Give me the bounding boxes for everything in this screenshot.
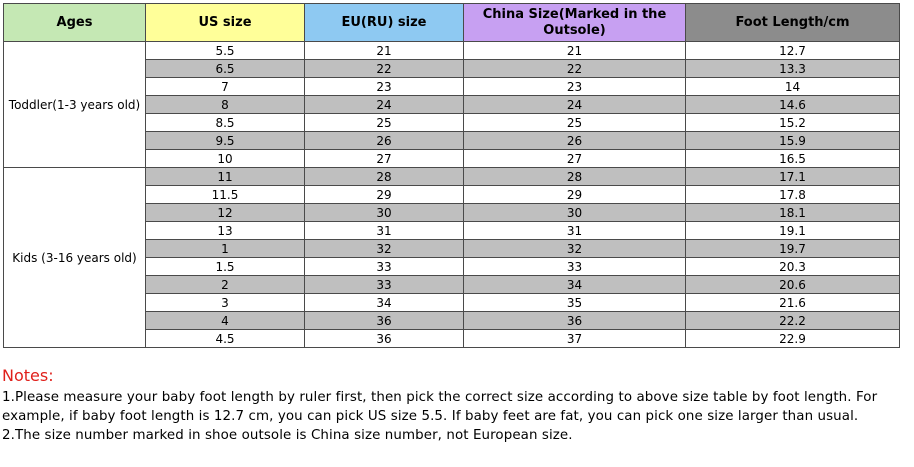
us-size-cell: 11 — [146, 168, 305, 186]
eu-size-cell: 36 — [305, 330, 464, 348]
foot-length-cell: 20.6 — [686, 276, 900, 294]
us-size-cell: 2 — [146, 276, 305, 294]
us-size-cell: 9.5 — [146, 132, 305, 150]
eu-size-cell: 33 — [305, 258, 464, 276]
foot-length-cell: 13.3 — [686, 60, 900, 78]
us-size-cell: 10 — [146, 150, 305, 168]
eu-size-cell: 34 — [305, 294, 464, 312]
us-size-cell: 4 — [146, 312, 305, 330]
foot-length-cell: 14 — [686, 78, 900, 96]
table-header-row — [4, 4, 900, 42]
foot-length-cell: 17.1 — [686, 168, 900, 186]
table-row — [4, 168, 900, 186]
us-size-cell: 8 — [146, 96, 305, 114]
foot-length-cell: 19.7 — [686, 240, 900, 258]
china-size-cell: 33 — [464, 258, 686, 276]
note-line: 2.The size number marked in shoe outsole is China size number, not European size. — [2, 428, 573, 443]
header-ages: Ages — [4, 4, 146, 42]
china-size-cell: 27 — [464, 150, 686, 168]
china-size-cell: 29 — [464, 186, 686, 204]
eu-size-cell: 25 — [305, 114, 464, 132]
us-size-cell: 5.5 — [146, 42, 305, 60]
size-chart-table — [3, 3, 900, 348]
china-size-cell: 30 — [464, 204, 686, 222]
eu-size-cell: 21 — [305, 42, 464, 60]
china-size-cell: 37 — [464, 330, 686, 348]
china-size-cell: 36 — [464, 312, 686, 330]
china-size-cell: 22 — [464, 60, 686, 78]
foot-length-cell: 14.6 — [686, 96, 900, 114]
foot-length-cell: 15.2 — [686, 114, 900, 132]
eu-size-cell: 22 — [305, 60, 464, 78]
china-size-cell: 23 — [464, 78, 686, 96]
eu-size-cell: 31 — [305, 222, 464, 240]
china-size-cell: 31 — [464, 222, 686, 240]
foot-length-cell: 22.9 — [686, 330, 900, 348]
foot-length-cell: 20.3 — [686, 258, 900, 276]
us-size-cell: 13 — [146, 222, 305, 240]
china-size-cell: 21 — [464, 42, 686, 60]
eu-size-cell: 32 — [305, 240, 464, 258]
notes-title: Notes: — [2, 366, 54, 385]
age-group-cell: Kids (3-16 years old) — [4, 168, 146, 348]
us-size-cell: 1 — [146, 240, 305, 258]
table-row — [4, 42, 900, 60]
eu-size-cell: 26 — [305, 132, 464, 150]
eu-size-cell: 23 — [305, 78, 464, 96]
eu-size-cell: 29 — [305, 186, 464, 204]
eu-size-cell: 28 — [305, 168, 464, 186]
header-eu-size: EU(RU) size — [305, 4, 464, 42]
header-china-size: China Size(Marked in the Outsole) — [464, 4, 686, 42]
china-size-cell: 32 — [464, 240, 686, 258]
foot-length-cell: 12.7 — [686, 42, 900, 60]
us-size-cell: 7 — [146, 78, 305, 96]
note-line: example, if baby foot length is 12.7 cm, you can pick US size 5.5. If baby feet are fat, you can pick one size larger than usual. — [2, 409, 859, 424]
eu-size-cell: 30 — [305, 204, 464, 222]
china-size-cell: 26 — [464, 132, 686, 150]
us-size-cell: 1.5 — [146, 258, 305, 276]
eu-size-cell: 27 — [305, 150, 464, 168]
us-size-cell: 4.5 — [146, 330, 305, 348]
foot-length-cell: 15.9 — [686, 132, 900, 150]
size-table-body — [4, 42, 900, 348]
foot-length-cell: 21.6 — [686, 294, 900, 312]
china-size-cell: 35 — [464, 294, 686, 312]
us-size-cell: 6.5 — [146, 60, 305, 78]
header-us-size: US size — [146, 4, 305, 42]
eu-size-cell: 36 — [305, 312, 464, 330]
us-size-cell: 3 — [146, 294, 305, 312]
note-line: 1.Please measure your baby foot length by ruler first, then pick the correct size according to above size table by foot length. For — [2, 390, 878, 405]
china-size-cell: 24 — [464, 96, 686, 114]
us-size-cell: 8.5 — [146, 114, 305, 132]
foot-length-cell: 22.2 — [686, 312, 900, 330]
china-size-cell: 28 — [464, 168, 686, 186]
header-foot-length: Foot Length/cm — [686, 4, 900, 42]
china-size-cell: 25 — [464, 114, 686, 132]
eu-size-cell: 33 — [305, 276, 464, 294]
foot-length-cell: 18.1 — [686, 204, 900, 222]
notes-section — [2, 366, 914, 445]
china-size-cell: 34 — [464, 276, 686, 294]
foot-length-cell: 17.8 — [686, 186, 900, 204]
foot-length-cell: 19.1 — [686, 222, 900, 240]
us-size-cell: 12 — [146, 204, 305, 222]
us-size-cell: 11.5 — [146, 186, 305, 204]
age-group-cell: Toddler(1-3 years old) — [4, 42, 146, 168]
foot-length-cell: 16.5 — [686, 150, 900, 168]
eu-size-cell: 24 — [305, 96, 464, 114]
